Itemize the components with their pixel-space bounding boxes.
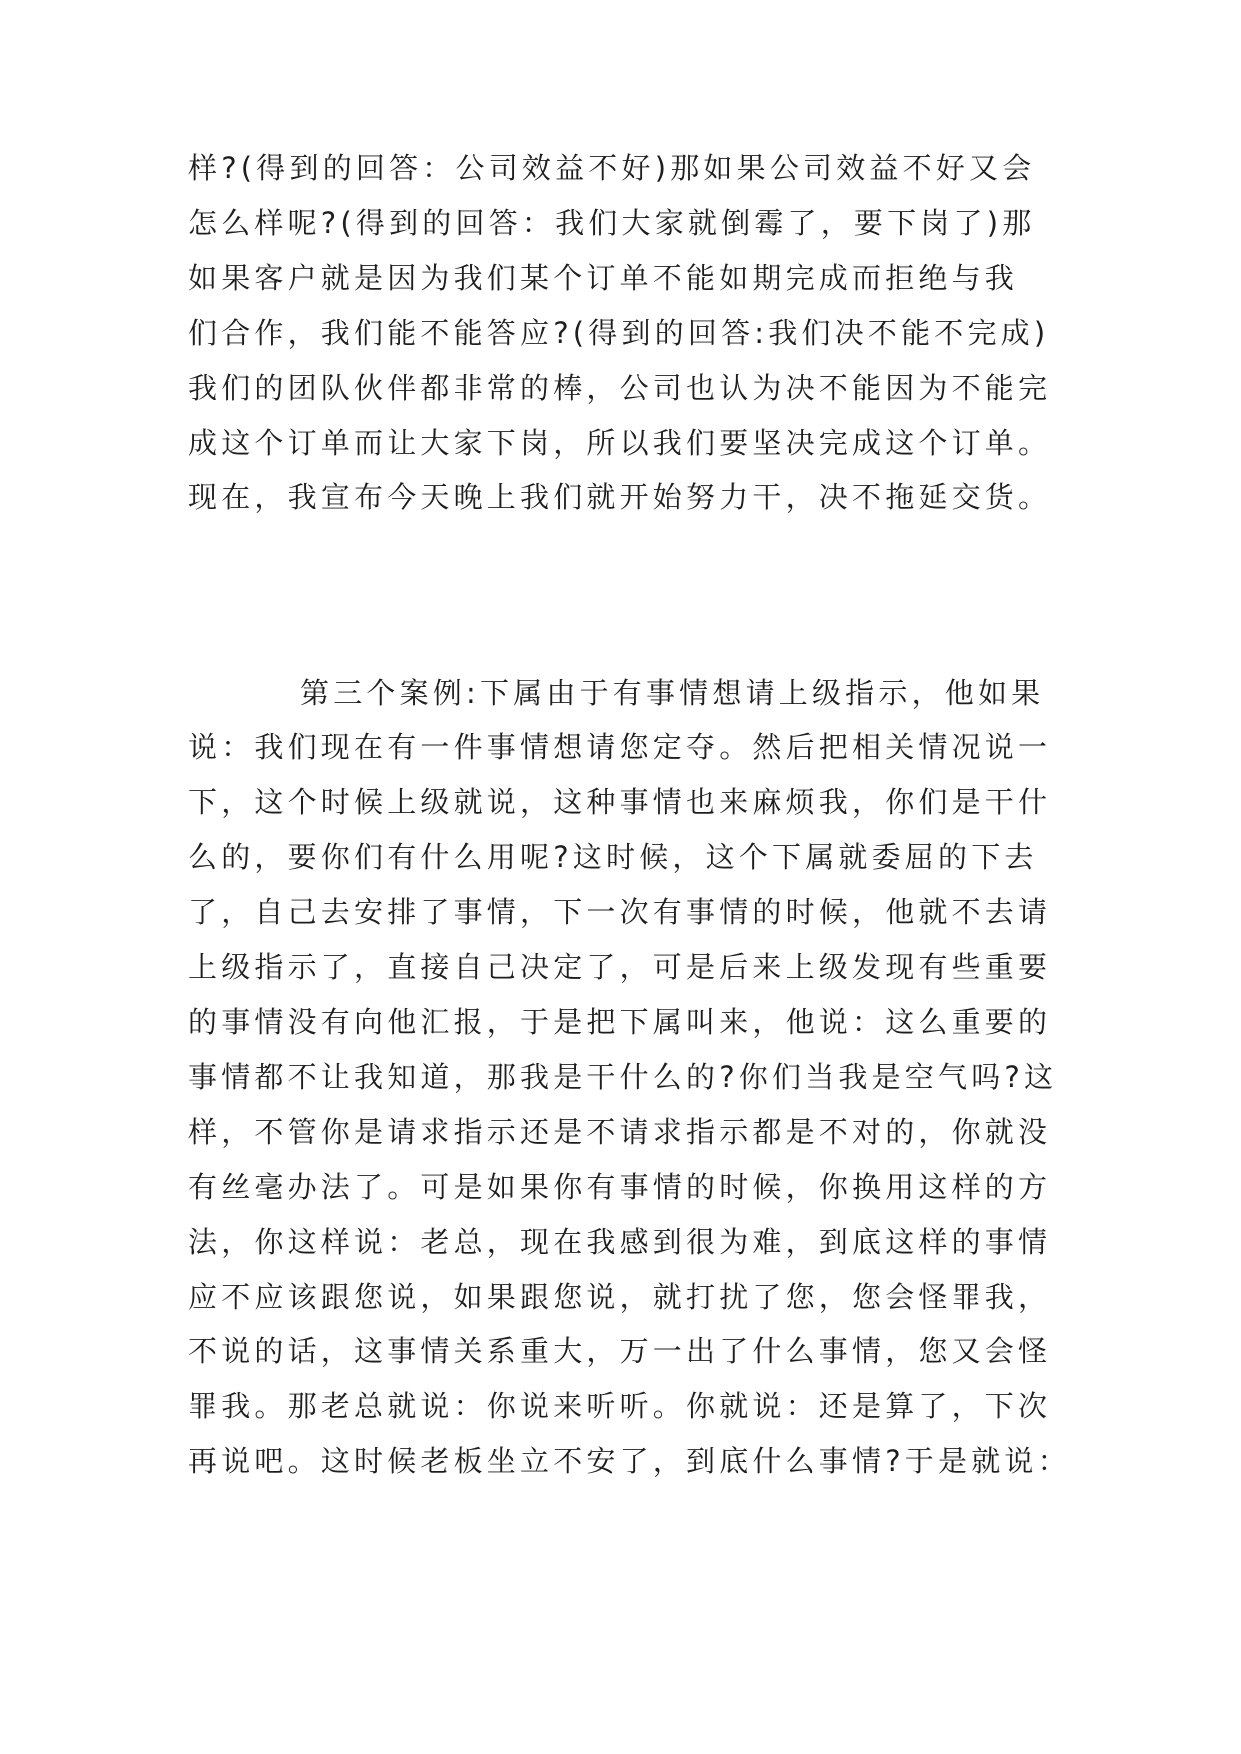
paragraph-2-line-7: 的事情没有向他汇报，于是把下属叫来，他说：这么重要的: [188, 1005, 1052, 1039]
paragraph-1-line-6: 成这个订单而让大家下岗，所以我们要坚决完成这个订单。: [188, 426, 1052, 460]
paragraph-2-line-4: 么的，要你们有什么用呢?这时候，这个下属就委屈的下去: [188, 840, 1038, 874]
paragraph-2-line-10: 有丝毫办法了。可是如果你有事情的时候，你换用这样的方: [188, 1170, 1052, 1204]
paragraph-1-line-5: 我们的团队伙伴都非常的棒，公司也认为决不能因为不能完: [188, 371, 1052, 405]
paragraph-2-line-12: 应不应该跟您说，如果跟您说，就打扰了您，您会怪罪我，: [188, 1280, 1052, 1314]
paragraph-2-line-15: 再说吧。这时候老板坐立不安了，到底什么事情?于是就说：: [188, 1444, 1071, 1478]
paragraph-2-line-8: 事情都不让我知道，那我是干什么的?你们当我是空气吗?这: [188, 1060, 1058, 1094]
paragraph-1-line-3: 如果客户就是因为我们某个订单不能如期完成而拒绝与我: [188, 261, 1019, 295]
paragraph-1-line-4: 们合作，我们能不能答应?(得到的回答:我们决不能不完成): [188, 316, 1050, 350]
paragraph-1-line-1: 样?(得到的回答：公司效益不好)那如果公司效益不好又会: [188, 151, 1036, 185]
paragraph-2-line-5: 了，自己去安排了事情，下一次有事情的时候，他就不去请: [188, 895, 1052, 929]
paragraph-1-line-2: 怎么样呢?(得到的回答：我们大家就倒霉了，要下岗了)那: [188, 206, 1036, 240]
paragraph-2-line-9: 样，不管你是请求指示还是不请求指示都是不对的，你就没: [188, 1115, 1052, 1149]
paragraph-2-line-13: 不说的话，这事情关系重大，万一出了什么事情，您又会怪: [188, 1334, 1052, 1368]
paragraph-2-line-2: 说：我们现在有一件事情想请您定夺。然后把相关情况说一: [188, 730, 1052, 764]
paragraph-2-line-6: 上级指示了，直接自己决定了，可是后来上级发现有些重要: [188, 950, 1052, 984]
paragraph-1-line-7: 现在，我宣布今天晚上我们就开始努力干，决不拖延交货。: [188, 480, 1052, 514]
paragraph-2-line-14: 罪我。那老总就说：你说来听听。你就说：还是算了，下次: [188, 1389, 1052, 1423]
paragraph-2-line-1: 第三个案例:下属由于有事情想请上级指示，他如果: [300, 676, 1045, 710]
paragraph-2-line-11: 法，你这样说：老总，现在我感到很为难，到底这样的事情: [188, 1225, 1052, 1259]
paragraph-2-line-3: 下，这个时候上级就说，这种事情也来麻烦我，你们是干什: [188, 785, 1052, 819]
